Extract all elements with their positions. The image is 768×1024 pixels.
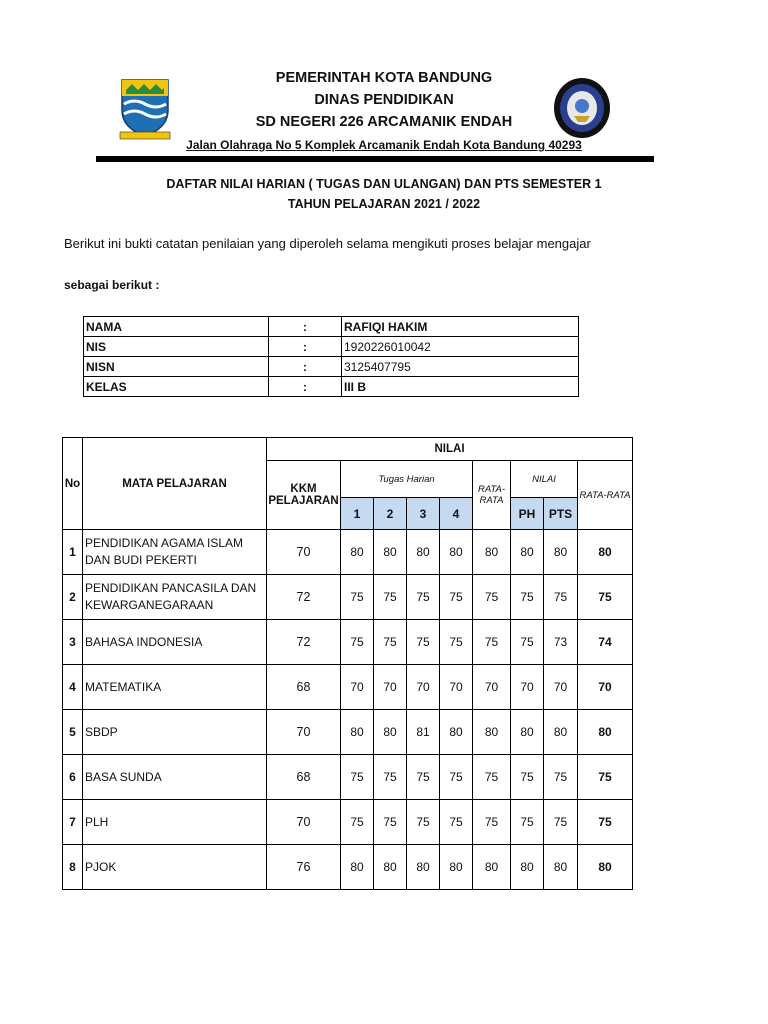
final-average: 80 [578, 710, 633, 755]
task-3-score: 75 [407, 800, 440, 845]
letterhead-agency: DINAS PENDIDIKAN [314, 92, 454, 108]
ph-score: 75 [511, 575, 544, 620]
task-4-score: 75 [440, 575, 473, 620]
task-3-score: 70 [407, 665, 440, 710]
kkm-value: 68 [267, 665, 341, 710]
header-ph: PH [511, 498, 544, 530]
final-average: 70 [578, 665, 633, 710]
task-1-score: 75 [341, 755, 374, 800]
row-number: 7 [63, 800, 83, 845]
task-4-score: 75 [440, 755, 473, 800]
table-row [63, 845, 633, 890]
final-average: 74 [578, 620, 633, 665]
subject-name: MATEMATIKA [83, 665, 267, 710]
table-row [63, 755, 633, 800]
pts-score: 75 [544, 575, 578, 620]
row-number: 4 [63, 665, 83, 710]
task-2-score: 70 [374, 665, 407, 710]
ph-score: 80 [511, 845, 544, 890]
table-row [63, 620, 633, 665]
letterhead-government: PEMERINTAH KOTA BANDUNG [275, 70, 493, 86]
student-row-name [84, 317, 579, 337]
final-average: 75 [578, 800, 633, 845]
header-tugas-harian: Tugas Harian [341, 461, 473, 498]
subject-name: BAHASA INDONESIA [83, 620, 267, 665]
task-4-score: 80 [440, 845, 473, 890]
document-title: DAFTAR NILAI HARIAN ( TUGAS DAN ULANGAN) DAN PTS SEMESTER 1 [166, 177, 602, 191]
subject-name: SBDP [83, 710, 267, 755]
student-row-nisn [84, 357, 579, 377]
task-2-score: 80 [374, 845, 407, 890]
task-2-score: 80 [374, 710, 407, 755]
task-4-score: 80 [440, 530, 473, 575]
task-average: 75 [473, 800, 511, 845]
kkm-value: 76 [267, 845, 341, 890]
task-3-score: 81 [407, 710, 440, 755]
task-1-score: 70 [341, 665, 374, 710]
letterhead-school: SD NEGERI 226 ARCAMANIK ENDAH [255, 114, 513, 130]
field-label: NAMA [84, 317, 269, 337]
task-2-score: 75 [374, 620, 407, 665]
subject-name: PENDIDIKAN AGAMA ISLAM DAN BUDI PEKERTI [83, 530, 267, 575]
task-3-score: 80 [407, 530, 440, 575]
header-pts: PTS [544, 498, 578, 530]
task-4-score: 70 [440, 665, 473, 710]
school-address: Jalan Olahraga No 5 Komplek Arcamanik Endah Kota Bandung 40293 [186, 138, 582, 152]
header-nilai: NILAI [267, 438, 633, 461]
ph-score: 75 [511, 755, 544, 800]
task-1-score: 75 [341, 800, 374, 845]
pts-score: 80 [544, 530, 578, 575]
task-1-score: 80 [341, 530, 374, 575]
pts-score: 80 [544, 845, 578, 890]
task-2-score: 75 [374, 575, 407, 620]
header-subject: MATA PELAJARAN [83, 438, 267, 530]
subject-name: PJOK [83, 845, 267, 890]
task-1-score: 80 [341, 845, 374, 890]
table-row [63, 800, 633, 845]
task-4-score: 80 [440, 710, 473, 755]
ph-score: 75 [511, 620, 544, 665]
task-3-score: 75 [407, 575, 440, 620]
row-number: 1 [63, 530, 83, 575]
task-1-score: 75 [341, 575, 374, 620]
header-task-2: 2 [374, 498, 407, 530]
header-task-3: 3 [407, 498, 440, 530]
ph-score: 75 [511, 800, 544, 845]
field-value: 1920226010042 [342, 337, 579, 357]
task-2-score: 80 [374, 530, 407, 575]
ph-score: 80 [511, 530, 544, 575]
task-1-score: 80 [341, 710, 374, 755]
pts-score: 70 [544, 665, 578, 710]
field-value: III B [342, 377, 579, 397]
header-kkm [267, 461, 341, 530]
task-2-score: 75 [374, 800, 407, 845]
pts-score: 75 [544, 800, 578, 845]
kkm-value: 72 [267, 620, 341, 665]
intro-text: Berikut ini bukti catatan penilaian yang diperoleh selama mengikuti proses belajar mengajar [64, 236, 591, 251]
pts-score: 80 [544, 710, 578, 755]
subject-name: PLH [83, 800, 267, 845]
task-average: 80 [473, 845, 511, 890]
task-4-score: 75 [440, 620, 473, 665]
task-average: 75 [473, 620, 511, 665]
header-task-4: 4 [440, 498, 473, 530]
subject-name: BASA SUNDA [83, 755, 267, 800]
field-separator: : [269, 317, 342, 337]
ph-score: 80 [511, 710, 544, 755]
task-average: 75 [473, 755, 511, 800]
row-number: 6 [63, 755, 83, 800]
letterhead-divider [96, 156, 654, 162]
row-number: 3 [63, 620, 83, 665]
header-rata-rata-final: RATA-RATA [578, 461, 633, 530]
table-row [63, 575, 633, 620]
field-label: KELAS [84, 377, 269, 397]
field-value: 3125407795 [342, 357, 579, 377]
field-label: NISN [84, 357, 269, 377]
subject-name: PENDIDIKAN PANCASILA DAN KEWARGANEGARAAN [83, 575, 267, 620]
student-identity-table [83, 316, 579, 397]
field-separator: : [269, 357, 342, 377]
table-row [63, 530, 633, 575]
final-average: 75 [578, 575, 633, 620]
pts-score: 75 [544, 755, 578, 800]
student-row-nis [84, 337, 579, 357]
intro-text-continued: sebagai berikut : [64, 278, 160, 292]
task-1-score: 75 [341, 620, 374, 665]
kkm-value: 68 [267, 755, 341, 800]
student-row-class [84, 377, 579, 397]
row-number: 8 [63, 845, 83, 890]
row-number: 5 [63, 710, 83, 755]
final-average: 80 [578, 530, 633, 575]
task-average: 75 [473, 575, 511, 620]
header-kkm-line2: PELAJARAN [268, 495, 339, 507]
kkm-value: 70 [267, 530, 341, 575]
field-label: NIS [84, 337, 269, 357]
kkm-value: 72 [267, 575, 341, 620]
task-4-score: 75 [440, 800, 473, 845]
task-2-score: 75 [374, 755, 407, 800]
task-3-score: 75 [407, 755, 440, 800]
table-row [63, 665, 633, 710]
header-kkm-line1: KKM [290, 483, 317, 495]
task-average: 80 [473, 710, 511, 755]
kkm-value: 70 [267, 710, 341, 755]
document-subtitle: TAHUN PELAJARAN 2021 / 2022 [287, 197, 481, 211]
task-3-score: 80 [407, 845, 440, 890]
ph-score: 70 [511, 665, 544, 710]
field-separator: : [269, 337, 342, 357]
header-no: No [63, 438, 83, 530]
field-value: RAFIQI HAKIM [342, 317, 579, 337]
pts-score: 73 [544, 620, 578, 665]
header-task-1: 1 [341, 498, 374, 530]
task-average: 70 [473, 665, 511, 710]
field-separator: : [269, 377, 342, 397]
header-rata-rata-tugas: RATA-RATA [473, 461, 511, 530]
kkm-value: 70 [267, 800, 341, 845]
final-average: 80 [578, 845, 633, 890]
row-number: 2 [63, 575, 83, 620]
header-nilai-sub: NILAI [511, 461, 578, 498]
table-row [63, 710, 633, 755]
grades-table [62, 437, 633, 890]
task-average: 80 [473, 530, 511, 575]
task-3-score: 75 [407, 620, 440, 665]
final-average: 75 [578, 755, 633, 800]
